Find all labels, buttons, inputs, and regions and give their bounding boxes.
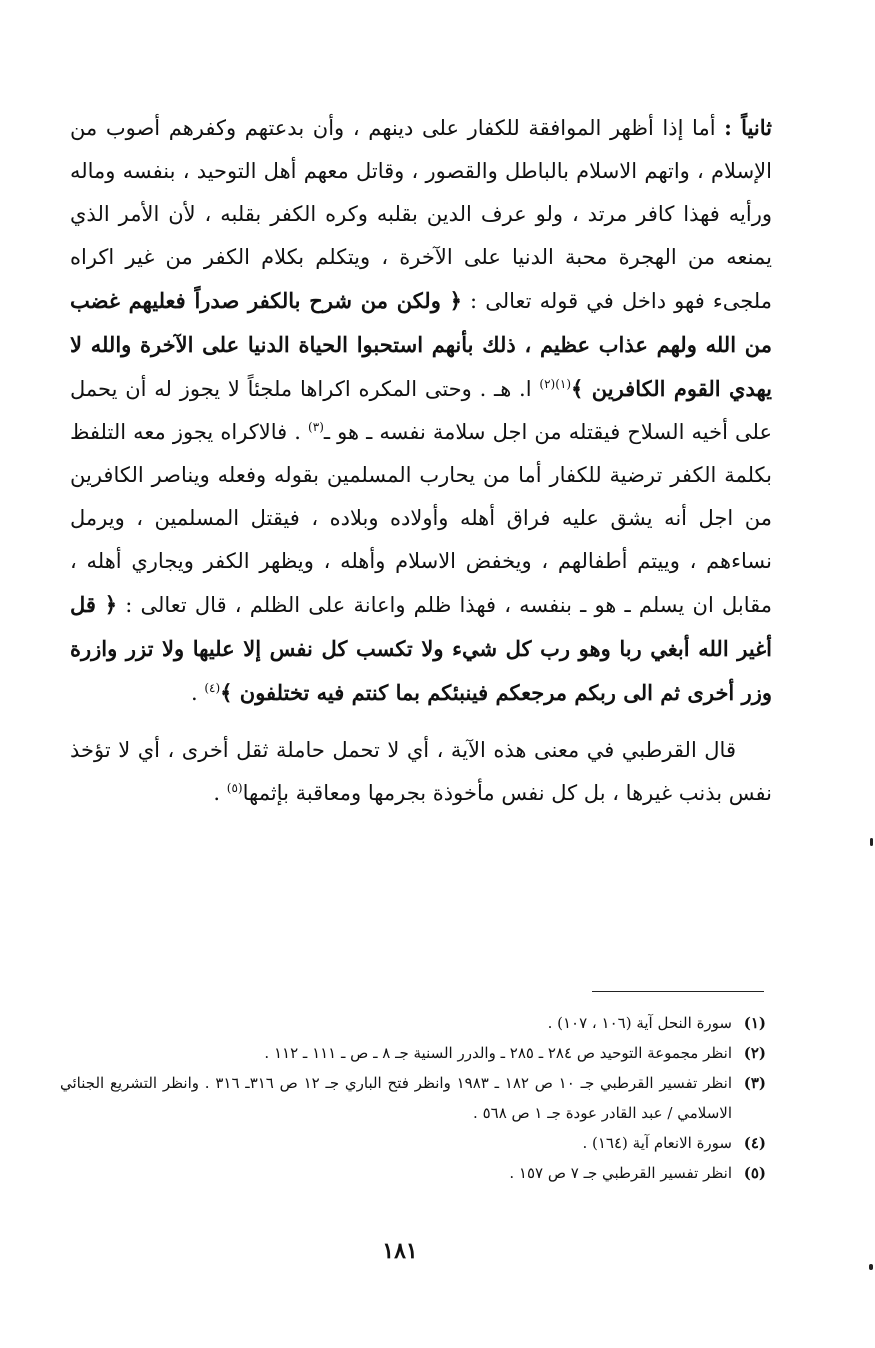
- footnote-number: (١): [743, 1014, 766, 1032]
- footnote-separator: [592, 991, 764, 992]
- paragraph-text: ا. هـ . وحتى المكره اكراها ملجئاً لا يجوز له أن يحمل على أخيه السلاح فيقتله من اجل سلامة نفسه ـ هو ـ: [70, 377, 772, 444]
- footnote-ref-2: (٢): [539, 377, 556, 391]
- quran-quote-anam: ﴿ قل أغير الله أبغي ربا وهو رب كل شيء ولا تكسب كل نفس إلا عليها ولا تزر وازرة وزر أخرى ثم الى ربكم مرجعكم فينبئكم بما كنتم فيه تختلفون ﴾: [70, 592, 772, 705]
- section-lead: ثانياً :: [724, 115, 772, 140]
- footnote-4: [60, 1128, 766, 1158]
- paragraph-qurtubi: [70, 729, 772, 815]
- footnote-ref-5: (٥): [226, 781, 243, 795]
- footnote-text: انظر مجموعة التوحيد ص ٢٨٤ ـ ٢٨٥ ـ والدرر السنية جـ ٨ ـ ص ـ ١١١ ـ ١١٢ .: [264, 1044, 732, 1062]
- paragraph-thaniyan: [70, 106, 772, 715]
- footnote-ref-4: (٤): [204, 681, 221, 695]
- footnote-number: (٥): [743, 1164, 766, 1182]
- footnote-text: سورة النحل آية (١٠٦ ، ١٠٧) .: [547, 1014, 732, 1032]
- footnote-2: [60, 1038, 766, 1068]
- paragraph-text: . فالاكراه يجوز معه التلفظ بكلمة الكفر ترضية للكفار أما من يحارب المسلمين بقوله وفعله ويناصر الكافرين من اجل أنه يشق عليه فراق أهله وأولاده وبلاده ، فيقتل المسلمين ، ويرمل نساءهم ، وييتم أطفالهم ، ويخفض الاسلام وأهله ، ويظهر الكفر ويجاري أهله ، مقابل ان يسلم ـ هو ـ بنفسه ، فهذا ظلم واعانة على الظلم ، قال تعالى :: [70, 420, 772, 617]
- scan-mark: [870, 838, 873, 846]
- footnote-text: انظر تفسير القرطبي جـ ١٠ ص ١٨٢ ـ ١٩٨٣ وانظر فتح الباري جـ ١٢ ص ٣١٦ـ ٣١٦ . وانظر التشريع الجنائي الاسلامي / عبد القادر عودة جـ ١ ص ٥٦٨ .: [60, 1074, 733, 1122]
- footnote-5: [60, 1158, 766, 1188]
- footnote-ref-1: (١): [555, 377, 572, 391]
- paragraph-text: قال القرطبي في معنى هذه الآية ، أي لا تحمل حاملة ثقل أخرى ، أي لا تؤخذ نفس بذنب غيرها ، بل كل نفس مأخوذة بجرمها ومعاقبة بإثمها: [70, 738, 772, 805]
- footnote-text: سورة الانعام آية (١٦٤) .: [582, 1134, 732, 1152]
- footnote-number: (٢): [743, 1044, 766, 1062]
- page-number: ١٨١: [382, 1238, 418, 1264]
- footnote-3: [60, 1068, 766, 1128]
- footnote-ref-3: (٣): [308, 420, 324, 434]
- footnote-number: (٤): [743, 1134, 766, 1152]
- footnotes: [60, 1008, 766, 1188]
- quran-quote-nahl: ﴿ ولكن من شرح بالكفر صدراً فعليهم غضب من الله ولهم عذاب عظيم ، ذلك بأنهم استحبوا الحياة الدنيا على الآخرة والله لا يهدي القوم الكافرين ﴾: [70, 288, 772, 401]
- scan-mark: [869, 1264, 873, 1270]
- paragraph-end: .: [213, 781, 221, 805]
- footnote-1: [60, 1008, 766, 1038]
- paragraph-end: .: [190, 681, 198, 705]
- paragraph-text: أما إذا أظهر الموافقة للكفار على دينهم ، وأن بدعتهم وكفرهم أصوب من الإسلام ، واتهم الاسلام بالباطل والقصور ، وقاتل معهم أهل التوحيد ، بنفسه وماله ورأيه فهذا كافر مرتد ، ولو عرف الدين بقلبه وكره الكفر بقلبه ، لأن الأمر الذي يمنعه من الهجرة محبة الدنيا على الآخرة ، ويتكلم بكلام الكفر من غير اكراه ملجىء فهو داخل في قوله تعالى :: [70, 116, 772, 313]
- footnote-text: انظر تفسير القرطبي جـ ٧ ص ١٥٧ .: [509, 1164, 732, 1182]
- footnote-number: (٣): [743, 1074, 766, 1092]
- main-text: [70, 106, 772, 815]
